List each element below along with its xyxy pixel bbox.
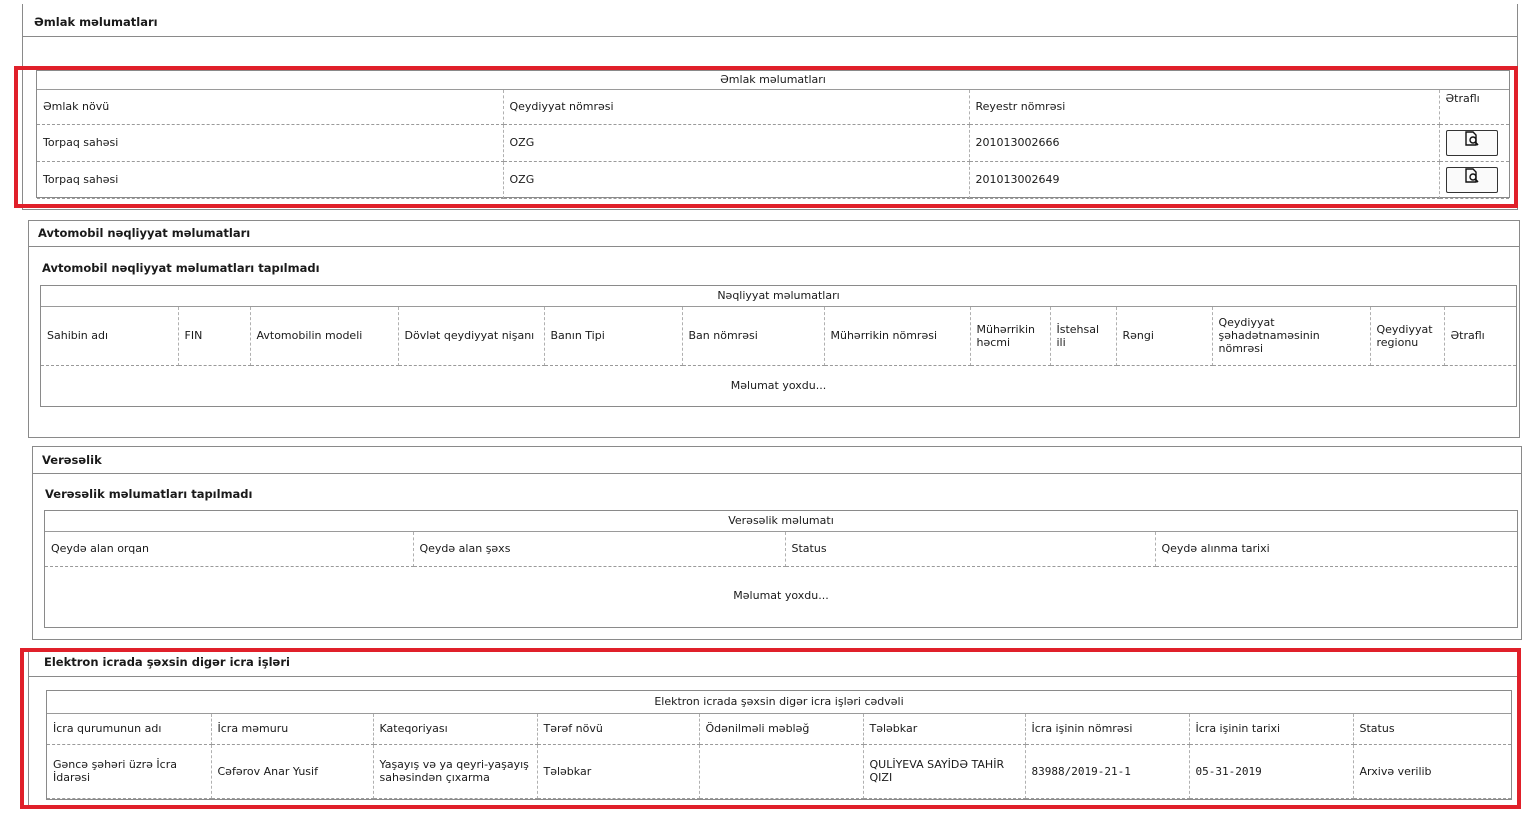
registry-no-cell: 201013002649 xyxy=(969,161,1439,198)
col-header-status: Status xyxy=(1353,714,1511,744)
inheritance-empty-message: Məlumat yoxdu... xyxy=(733,588,829,602)
inheritance-title-divider xyxy=(32,473,1522,474)
col-header-details: Ətraflı xyxy=(1439,90,1509,124)
col-header-body-number: Ban nömrəsi xyxy=(682,307,824,365)
enforcement-table-caption: Elektron icrada şəxsin digər icra işləri cədvəli xyxy=(47,691,1511,714)
enforcement-section-title: Elektron icrada şəxsin digər icra işləri xyxy=(44,655,290,669)
registration-no-cell: OZG xyxy=(503,124,969,161)
vehicle-section-title: Avtomobil nəqliyyat məlumatları xyxy=(38,226,251,240)
category-cell: Yaşayış və ya qeyri-yaşayış sahəsindən çıxarma xyxy=(373,744,537,798)
vehicle-not-found-message: Avtomobil nəqliyyat məlumatları tapılmadı xyxy=(42,261,320,275)
col-header-registration-region: Qeydiyyat regionu xyxy=(1370,307,1444,365)
vehicle-table xyxy=(40,285,1517,407)
inheritance-table xyxy=(44,510,1518,628)
vehicle-empty-message: Məlumat yoxdu... xyxy=(730,378,827,392)
col-header-property-type: Əmlak növü xyxy=(37,90,503,124)
property-table-caption: Əmlak məlumatları xyxy=(37,71,1509,90)
col-header-certificate-number: Qeydiyyat şəhadətnaməsinin nömrəsi xyxy=(1212,307,1370,365)
col-header-claimant: Tələbkar xyxy=(863,714,1025,744)
col-header-party-type: Tərəf növü xyxy=(537,714,699,744)
col-header-body-type: Banın Tipi xyxy=(544,307,682,365)
vehicle-table-caption: Nəqliyyat məlumatları xyxy=(41,286,1516,307)
registration-no-cell: OZG xyxy=(503,161,969,198)
col-header-registry-no: Reyestr nömrəsi xyxy=(969,90,1439,124)
col-header-car-model: Avtomobilin modeli xyxy=(250,307,398,365)
property-type-cell: Torpaq sahəsi xyxy=(37,161,503,198)
case-date-cell: 05-31-2019 xyxy=(1189,744,1353,798)
inheritance-not-found-message: Verəsəlik məlumatları tapılmadı xyxy=(45,487,253,501)
vehicle-title-divider xyxy=(28,246,1520,247)
property-highlight-frame xyxy=(14,66,1518,208)
col-header-case-date: İcra işinin tarixi xyxy=(1189,714,1353,744)
col-header-color: Rəngi xyxy=(1116,307,1212,365)
col-header-registering-body: Qeydə alan orqan xyxy=(45,532,413,566)
property-title-divider xyxy=(22,36,1518,37)
col-header-officer: İcra məmuru xyxy=(211,714,373,744)
claimant-cell: QULİYEVA SAYİDƏ TAHİR QIZI xyxy=(863,744,1025,798)
col-header-agency-name: İcra qurumunun adı xyxy=(47,714,211,744)
agency-name-cell: Gəncə şəhəri üzrə İcra İdarəsi xyxy=(47,744,211,798)
col-header-registration-no: Qeydiyyat nömrəsi xyxy=(503,90,969,124)
enforcement-highlight-frame xyxy=(20,648,1521,809)
officer-cell: Cəfərov Anar Yusif xyxy=(211,744,373,798)
col-header-registering-person: Qeydə alan şəxs xyxy=(413,532,785,566)
col-header-engine-number: Mühərrikin nömrəsi xyxy=(824,307,970,365)
col-header-production-year: İstehsal ili xyxy=(1050,307,1116,365)
col-header-plate-number: Dövlət qeydiyyat nişanı xyxy=(398,307,544,365)
case-number-cell: 83988/2019-21-1 xyxy=(1025,744,1189,798)
col-header-engine-volume: Mühərrikin həcmi xyxy=(970,307,1050,365)
col-header-fin: FIN xyxy=(178,307,250,365)
col-header-case-number: İcra işinin nömrəsi xyxy=(1025,714,1189,744)
col-header-details: Ətraflı xyxy=(1444,307,1516,365)
inheritance-table-caption: Verəsəlik məlumatı xyxy=(45,511,1517,532)
col-header-category: Kateqoriyası xyxy=(373,714,537,744)
col-header-status: Status xyxy=(785,532,1155,566)
party-type-cell: Tələbkar xyxy=(537,744,699,798)
col-header-registration-date: Qeydə alınma tarixi xyxy=(1155,532,1517,566)
registry-no-cell: 201013002666 xyxy=(969,124,1439,161)
property-section-title: Əmlak məlumatları xyxy=(34,15,158,29)
status-cell: Arxivə verilib xyxy=(1353,744,1511,798)
inheritance-section-title: Verəsəlik xyxy=(42,453,102,467)
col-header-owner-name: Sahibin adı xyxy=(41,307,178,365)
col-header-amount-due: Ödənilməli məbləğ xyxy=(699,714,863,744)
property-type-cell: Torpaq sahəsi xyxy=(37,124,503,161)
